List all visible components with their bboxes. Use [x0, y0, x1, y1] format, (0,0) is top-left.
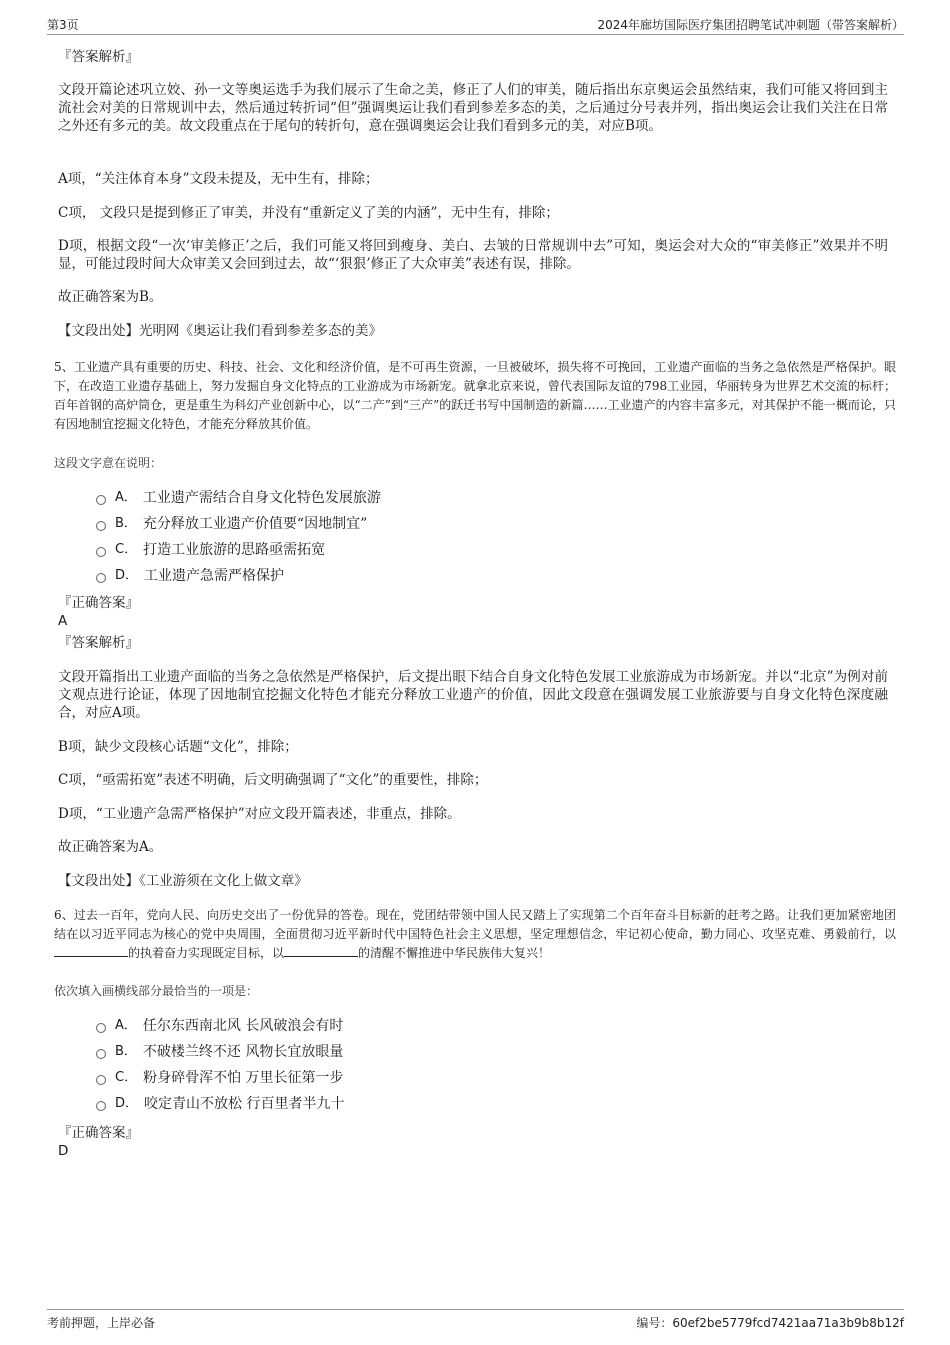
- radio-icon[interactable]: [96, 495, 106, 505]
- page-number: 第3页: [47, 18, 79, 32]
- radio-icon[interactable]: [96, 547, 106, 557]
- question-5-options: [96, 485, 381, 589]
- option-b[interactable]: B． 不破楼兰终不还 风物长宜放眼量: [96, 1039, 344, 1065]
- analysis-text: 文段开篇指出工业遗产面临的当务之急依然是严格保护，后文提出眼下结合自身文化特色发展工业旅游成为市场新宠。并以“北京”为例对前文观点进行论证，体现了因地制宜挖掘文化特色才能充分释放工业遗产的价值，因此文段意在强调发展工业旅游要与自身文化特色深度融合，对应A项。: [58, 669, 888, 721]
- document-title: 2024年廊坊国际医疗集团招聘笔试冲刺题（带答案解析）: [597, 18, 904, 32]
- analysis-title: 『答案解析』: [58, 635, 139, 651]
- correct-answer-title: 『正确答案』: [58, 1125, 139, 1141]
- radio-icon[interactable]: [96, 573, 106, 583]
- option-c-analysis: C项， 文段只是提到修正了审美，并没有“重新定义了美的内涵”，无中生有，排除；: [58, 205, 559, 221]
- page-footer: [47, 1309, 904, 1332]
- question-6-options: [96, 1013, 344, 1117]
- option-a[interactable]: A． 任尔东西南北风 长风破浪会有时: [96, 1013, 344, 1039]
- analysis-text: 文段开篇论述巩立姣、孙一文等奥运选手为我们展示了生命之美，修正了人们的审美，随后指出东京奥运会虽然结束，我们可能又将回到主流社会对美的日常规训中去，然后通过转折词“但”强调奥运让我们看到参差多态的美，之后通过分号表并列，指出奥运会让我们关注在日常之外还有多元的美。故文段重点在于尾句的转折句，意在强调奥运会让我们看到多元的美，对应B项。: [58, 82, 888, 134]
- fill-blank-2[interactable]: [284, 944, 358, 957]
- answer-conclusion: 故正确答案为B。: [58, 289, 163, 305]
- document-code: 编号：60ef2be5779fcd7421aa71a3b9b8b12f: [636, 1316, 904, 1330]
- option-c-analysis: C项，“亟需拓宽”表述不明确，后文明确强调了“文化”的重要性，排除；: [58, 772, 488, 788]
- radio-icon[interactable]: [96, 1049, 106, 1059]
- passage-source: 【文段出处】光明网《奥运让我们看到参差多态的美》: [58, 323, 382, 339]
- fill-blank-1[interactable]: [54, 944, 128, 957]
- option-b[interactable]: B． 充分释放工业遗产价值要“因地制宜”: [96, 511, 381, 537]
- analysis-title: 『答案解析』: [58, 49, 139, 65]
- option-d-analysis: D项，“工业遗产急需严格保护”对应文段开篇表述，非重点，排除。: [58, 806, 461, 822]
- option-d-analysis: D项，根据文段“一次‘审美修正’之后，我们可能又将回到瘦身、美白、去皱的日常规训中去”可知，奥运会对大众的“审美修正”效果并不明显，可能过段时间大众审美又会回到过去，故“‘狠狠’修正了大众审美”表述有误，排除。: [58, 238, 888, 272]
- correct-answer: A: [58, 613, 68, 629]
- radio-icon[interactable]: [96, 1101, 106, 1111]
- question-5-prompt: 这段文字意在说明：: [54, 456, 163, 470]
- passage-source: 【文段出处】《工业游须在文化上做文章》: [58, 873, 308, 889]
- radio-icon[interactable]: [96, 521, 106, 531]
- option-b-analysis: B项，缺少文段核心话题“文化”，排除；: [58, 739, 298, 755]
- question-6-stem: 6、过去一百年，党向人民、向历史交出了一份优异的答卷。现在，党团结带领中国人民又踏上了实现第二个百年奋斗目标新的赶考之路。让我们更加紧密地团结在以习近平同志为核心的党中央周围，全面贯彻习近平新时代中国特色社会主义思想，坚定理想信念，牢记初心使命，勤力同心、攻坚克难、勇毅前行，以的执着奋力实现既定目标，以 的清醒不懈推进中华民族伟大复兴！: [54, 908, 896, 960]
- radio-icon[interactable]: [96, 1023, 106, 1033]
- option-c[interactable]: C． 打造工业旅游的思路亟需拓宽: [96, 537, 381, 563]
- option-d[interactable]: D． 工业遗产急需严格保护: [96, 563, 381, 589]
- option-c[interactable]: C． 粉身碎骨浑不怕 万里长征第一步: [96, 1065, 344, 1091]
- correct-answer: D: [58, 1143, 69, 1159]
- option-a[interactable]: A． 工业遗产需结合自身文化特色发展旅游: [96, 485, 381, 511]
- option-a-analysis: A项，“关注体育本身”文段未提及，无中生有，排除；: [58, 171, 379, 187]
- radio-icon[interactable]: [96, 1075, 106, 1085]
- correct-answer-title: 『正确答案』: [58, 595, 139, 611]
- option-d[interactable]: D． 咬定青山不放松 行百里者半九十: [96, 1091, 344, 1117]
- footer-slogan: 考前押题，上岸必备: [47, 1316, 156, 1330]
- answer-conclusion: 故正确答案为A。: [58, 839, 163, 855]
- question-5-stem: 5、工业遗产具有重要的历史、科技、社会、文化和经济价值，是不可再生资源，一旦被破坏，损失将不可挽回，工业遗产面临的当务之急依然是严格保护。眼下，在改造工业遗存基础上，努力发掘自身文化特点的工业游成为市场新宠。就拿北京来说，曾代表国际友谊的798工业园，华丽转身为世界艺术交流的标杆；百年首钢的高炉筒仓，更是重生为科幻产业创新中心，以“二产”到“三产”的跃迁书写中国制造的新篇……工业遗产的内容丰富多元，对其保护不能一概而论，只有因地制宜挖掘文化特色，才能充分释放其价值。: [54, 360, 896, 431]
- question-6-prompt: 依次填入画横线部分最恰当的一项是：: [54, 984, 259, 998]
